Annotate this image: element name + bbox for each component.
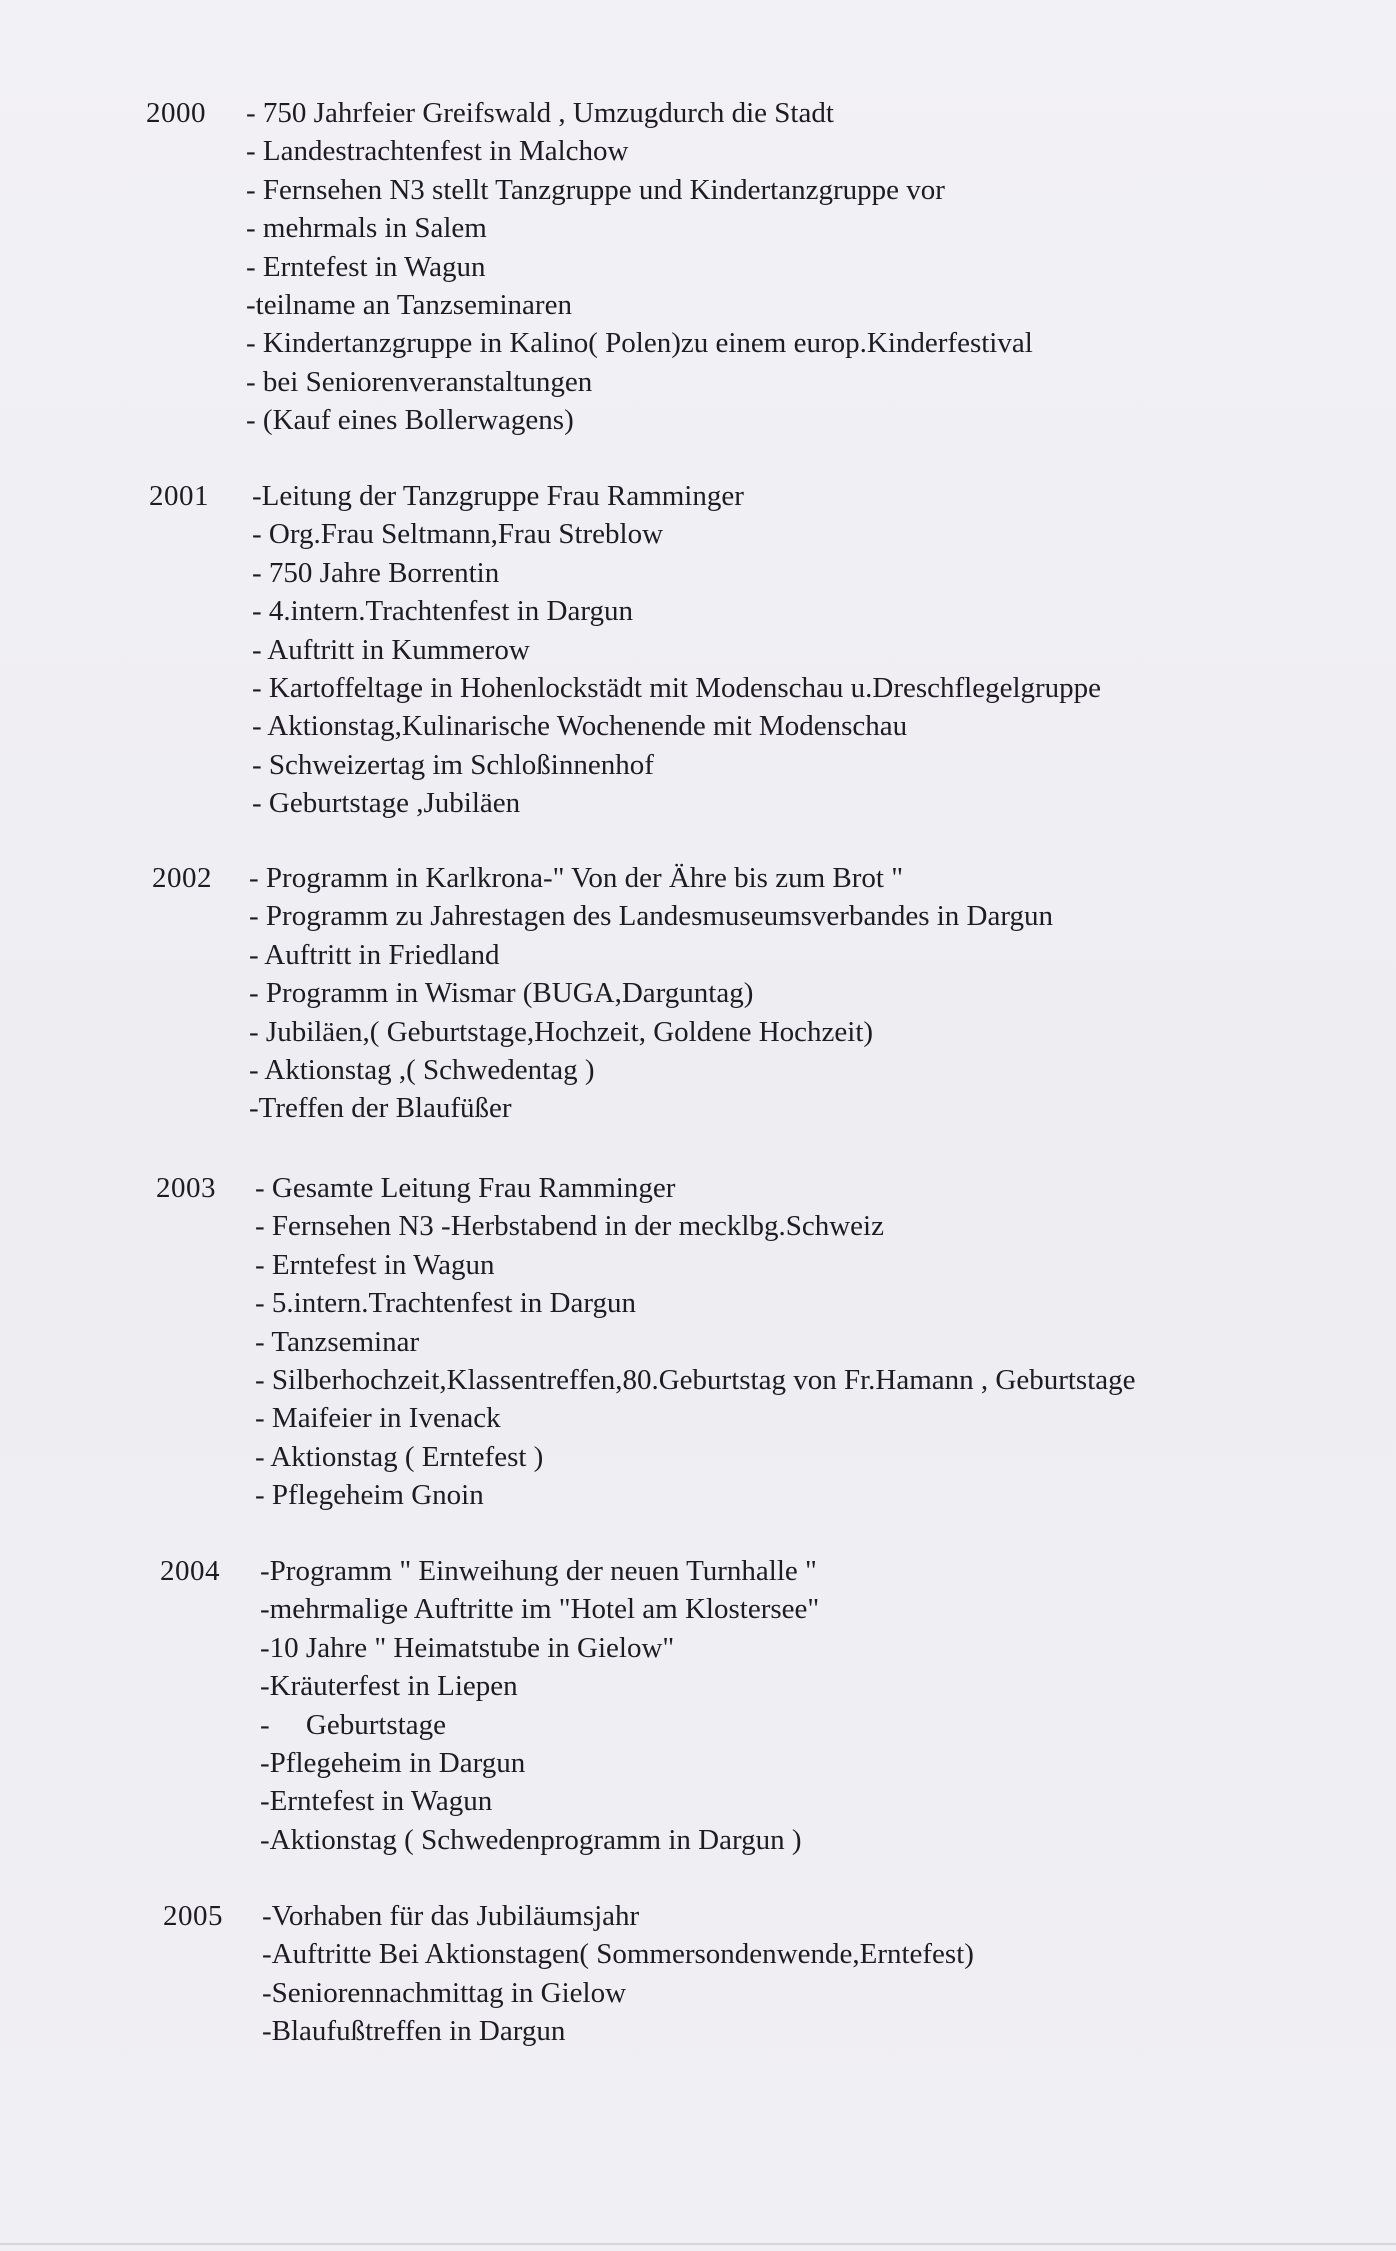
year-label: 2003 <box>156 1172 216 1204</box>
list-item: - Geburtstage <box>260 1708 447 1741</box>
event-list <box>255 1169 1136 1515</box>
list-item: - Jubiläen,( Geburtstage,Hochzeit, Goldene Hochzeit) <box>249 1015 874 1048</box>
event-list <box>262 1897 974 2051</box>
list-item: -Vorhaben für das Jubiläumsjahr <box>262 1900 640 1932</box>
event-list <box>252 477 1101 823</box>
list-item: -Blaufußtreffen in Dargun <box>262 2015 566 2048</box>
list-item: - Tanzseminar <box>255 1325 420 1358</box>
list-item: -teilname an Tanzseminaren <box>246 289 572 322</box>
year-label: 2005 <box>163 1900 223 1932</box>
list-item: - Kindertanzgruppe in Kalino( Polen)zu einem europ.Kinderfestival <box>246 327 1033 360</box>
list-item: - Erntefest in Wagun <box>255 1248 495 1281</box>
list-item: - 750 Jahrfeier Greifswald , Umzugdurch die Stadt <box>246 97 834 129</box>
year-label: 2000 <box>146 97 206 129</box>
year-label: 2004 <box>160 1555 220 1587</box>
list-item: - Programm in Karlkrona-" Von der Ähre bis zum Brot " <box>249 862 904 894</box>
list-item: - Aktionstag ,( Schwedentag ) <box>249 1054 595 1087</box>
event-list <box>249 859 1053 1128</box>
year-label: 2001 <box>149 480 209 512</box>
list-item: - Gesamte Leitung Frau Ramminger <box>255 1172 676 1204</box>
list-item: -Kräuterfest in Liepen <box>260 1670 518 1703</box>
list-item: - 5.intern.Trachtenfest in Dargun <box>255 1287 636 1320</box>
list-item: - Geburtstage ,Jubiläen <box>252 787 521 820</box>
list-item: -Treffen der Blaufüßer <box>249 1092 512 1125</box>
list-item: - Auftritt in Friedland <box>249 938 500 971</box>
list-item: -Erntefest in Wagun <box>260 1785 493 1818</box>
list-item: - 750 Jahre Borrentin <box>252 556 500 589</box>
list-item: - 4.intern.Trachtenfest in Dargun <box>252 595 633 628</box>
list-item: -Programm " Einweihung der neuen Turnhalle " <box>260 1555 817 1587</box>
list-item: - mehrmals in Salem <box>246 212 487 245</box>
list-item: - Programm zu Jahrestagen des Landesmuseumsverbandes in Dargun <box>249 900 1053 933</box>
list-item: -mehrmalige Auftritte im "Hotel am Klostersee" <box>260 1593 820 1626</box>
list-item: - Fernsehen N3 stellt Tanzgruppe und Kindertanzgruppe vor <box>246 173 945 206</box>
list-item: -Seniorennachmittag in Gielow <box>262 1976 627 2009</box>
list-item: - Silberhochzeit,Klassentreffen,80.Geburtstag von Fr.Hamann , Geburtstage <box>255 1364 1136 1397</box>
list-item: -Pflegeheim in Dargun <box>260 1747 526 1780</box>
list-item: - Landestrachtenfest in Malchow <box>246 135 629 168</box>
list-item: - (Kauf eines Bollerwagens) <box>246 404 574 437</box>
list-item: -10 Jahre " Heimatstube in Gielow" <box>260 1631 675 1664</box>
year-label: 2002 <box>152 862 212 894</box>
event-list <box>246 94 1033 440</box>
list-item: - Auftritt in Kummerow <box>252 633 530 666</box>
list-item: - Maifeier in Ivenack <box>255 1402 501 1435</box>
list-item: -Auftritte Bei Aktionstagen( Sommersondenwende,Erntefest) <box>262 1938 974 1971</box>
list-item: - bei Seniorenveranstaltungen <box>246 365 593 398</box>
list-item: - Pflegeheim Gnoin <box>255 1479 484 1512</box>
list-item: - Schweizertag im Schloßinnenhof <box>252 748 654 781</box>
list-item: - Kartoffeltage in Hohenlockstädt mit Modenschau u.Dreschflegelgruppe <box>252 672 1102 705</box>
list-item: - Aktionstag ( Erntefest ) <box>255 1440 544 1473</box>
list-item: - Erntefest in Wagun <box>246 250 486 283</box>
event-list <box>260 1552 819 1859</box>
list-item: -Aktionstag ( Schwedenprogramm in Dargun ) <box>260 1823 802 1856</box>
list-item: -Leitung der Tanzgruppe Frau Ramminger <box>252 480 744 512</box>
list-item: - Aktionstag,Kulinarische Wochenende mit Modenschau <box>252 710 908 743</box>
list-item: - Fernsehen N3 -Herbstabend in der mecklbg.Schweiz <box>255 1210 884 1243</box>
list-item: - Org.Frau Seltmann,Frau Streblow <box>252 518 664 551</box>
list-item: - Programm in Wismar (BUGA,Darguntag) <box>249 977 754 1010</box>
